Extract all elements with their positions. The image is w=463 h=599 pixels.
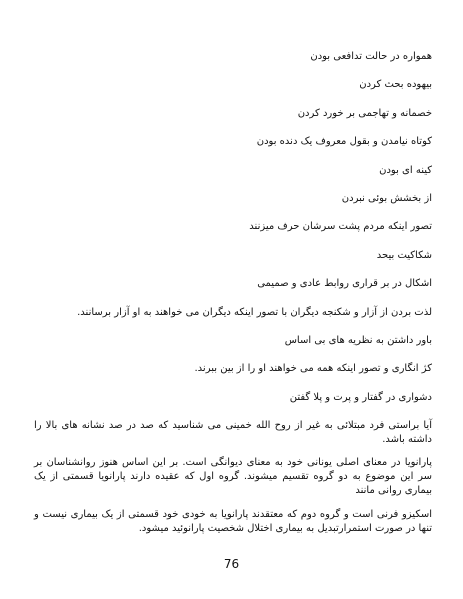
text-body <box>34 50 432 536</box>
list-item: کژ انگاری و تصور اینکه همه می خواهند او را از بین ببرند. <box>194 363 432 375</box>
paragraph: آیا براستی فرد مبتلائی به غیر از روح الله خمینی می شناسید که صد در صد نشانه های بالا را داشته باشد. <box>34 420 432 446</box>
list-item: خصمانه و تهاجمی بر خورد کردن <box>297 107 432 119</box>
paragraph: پارانویا در معنای اصلی یونانی خود به معنای دیوانگی است. بر این اساس هنوز روانشناسان بر سر این موضوع به دو گروه تقسیم میشوند. گروه اول که عقیده دارند پارانویا قسمتی از یک بیماری روانی مانند <box>34 457 432 497</box>
page-number: 76 <box>223 557 240 571</box>
list-item: لذت بردن از آزار و شکنجه دیگران با تصور اینکه دیگران می خواهند به او آزار برسانند. <box>77 306 432 318</box>
list-item: شکاکیت بیحد <box>376 249 432 261</box>
list-item: بیهوده بحث کردن <box>359 79 432 91</box>
list-item: تصور اینکه مردم پشت سرشان حرف میزنند <box>249 221 432 233</box>
list-item: باور داشتن به نظریه های بی اساس <box>284 334 432 346</box>
list-item: کینه ای بودن <box>379 164 432 176</box>
list-item: دشواری در گفتار و پرت و پلا گفتن <box>289 391 432 403</box>
list-item: کوتاه نیامدن و بقول معروف یک دنده بودن <box>256 136 432 148</box>
list-item: از بخشش بوئی نبردن <box>341 192 432 204</box>
list-item: همواره در حالت تدافعی بودن <box>310 51 432 62</box>
list-item: اشکال در بر قراری روابط عادی و صمیمی <box>257 278 432 290</box>
paragraph: اسکیزو فرنی است و گروه دوم که معتقدند پارانویا به خودی خود قسمتی از یک بیماری نیست و تنها در صورت استمرارتبدیل به بیماری اختلال شخصیت پارانوئید میشود. <box>34 509 432 535</box>
